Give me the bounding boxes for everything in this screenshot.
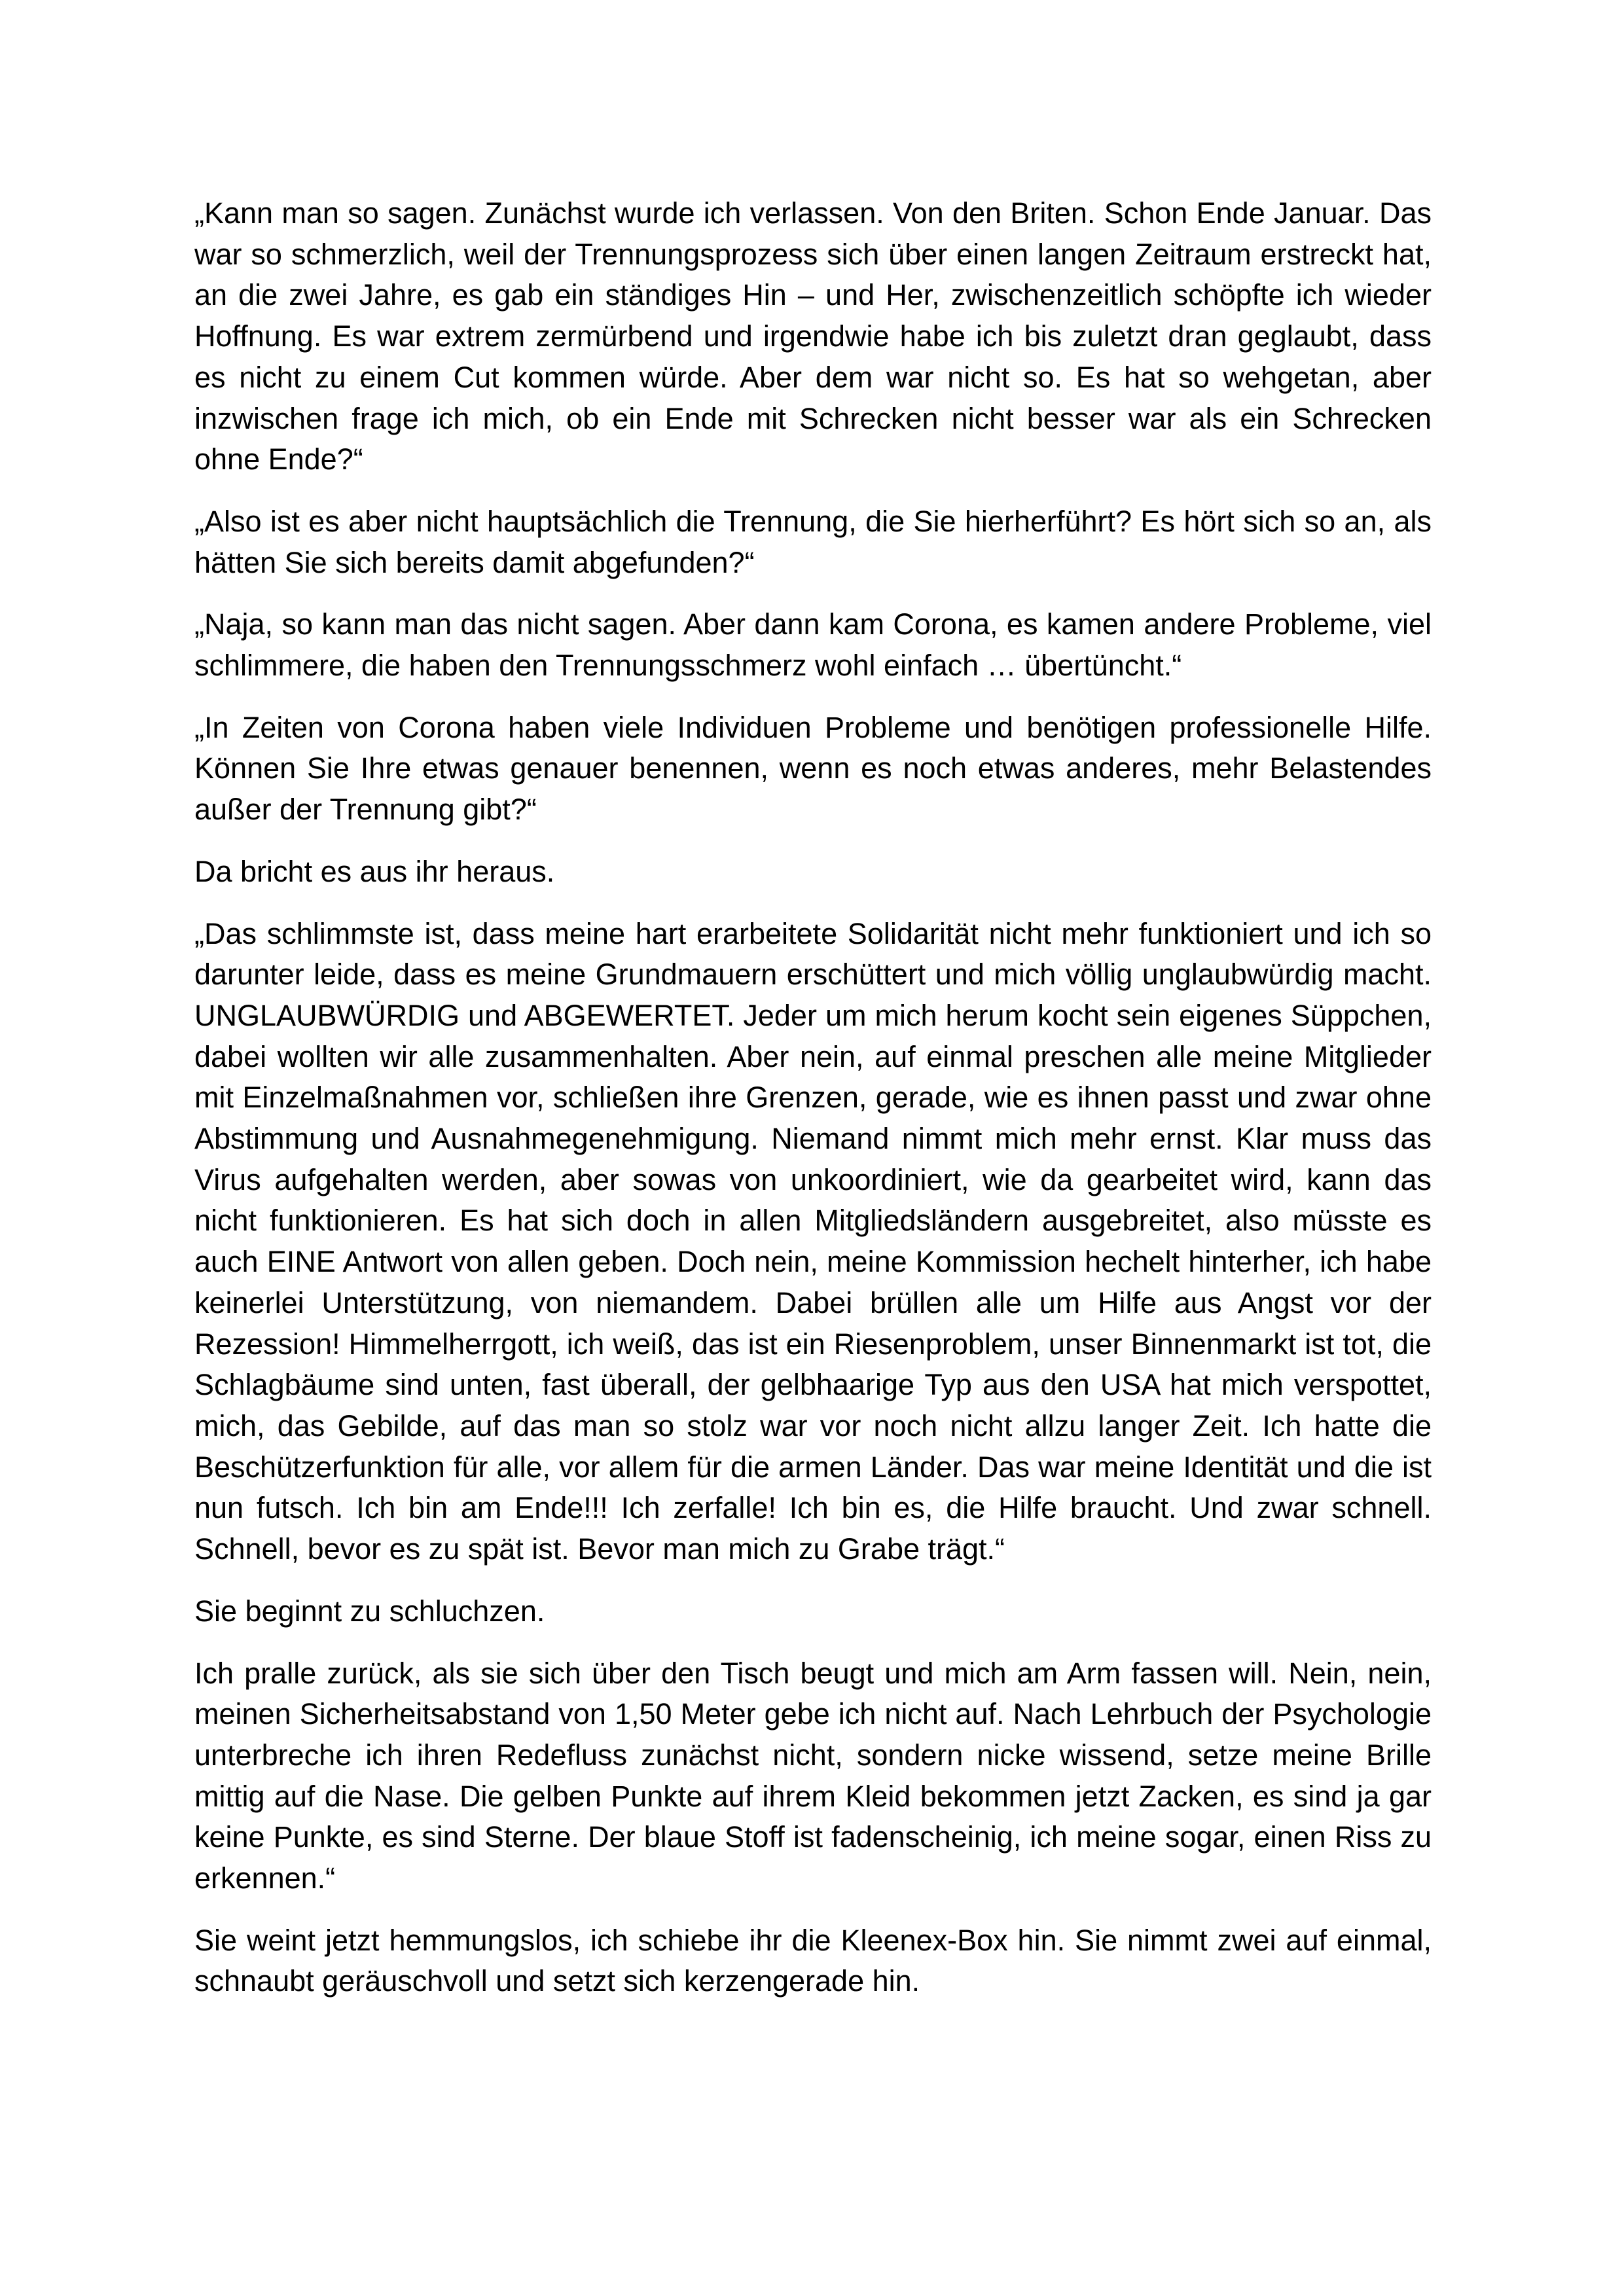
paragraph: „Kann man so sagen. Zunächst wurde ich verlassen. Von den Briten. Schon Ende Januar. Das war so schmerzlich, weil der Trennungsprozess sich über einen langen Zeitraum erstreckt hat, an die zwei Jahre, es gab ein ständiges Hin – und Her, zwischenzeitlich schöpfte ich wieder Hoffnung. Es war extrem zermürbend und irgendwie habe ich bis zuletzt dran geglaubt, dass es nicht zu einem Cut kommen würde. Aber dem war nicht so. Es hat so wehgetan, aber inzwischen frage ich mich, ob ein Ende mit Schrecken nicht besser war als ein Schrecken ohne Ende?“ bbox=[194, 196, 1432, 476]
paragraph: Sie beginnt zu schluchzen. bbox=[194, 1594, 545, 1628]
paragraph: Da bricht es aus ihr heraus. bbox=[194, 854, 555, 888]
paragraph: „Also ist es aber nicht hauptsächlich die Trennung, die Sie hierherführt? Es hört sich so an, als hätten Sie sich bereits damit abgefunden?“ bbox=[194, 504, 1432, 579]
paragraph: Sie weint jetzt hemmungslos, ich schiebe ihr die Kleenex-Box hin. Sie nimmt zwei auf einmal, schnaubt geräuschvoll und setzt sich kerzengerade hin. bbox=[194, 1923, 1432, 1998]
paragraph: „Naja, so kann man das nicht sagen. Aber dann kam Corona, es kamen andere Probleme, viel schlimmere, die haben den Trennungsschmerz wohl einfach … übertüncht.“ bbox=[194, 607, 1432, 683]
paragraph: „In Zeiten von Corona haben viele Individuen Probleme und benötigen professionelle Hilfe. Können Sie Ihre etwas genauer benennen, wenn es noch etwas anderes, mehr Belastendes außer der Trennung gibt?“ bbox=[194, 710, 1432, 827]
paragraph: Ich pralle zurück, als sie sich über den Tisch beugt und mich am Arm fassen will. Nein, nein, meinen Sicherheitsabstand von 1,50 Meter gebe ich nicht auf. Nach Lehrbuch der Psychologie unterbreche ich ihren Redefluss zunächst nicht, sondern nicke wissend, setze meine Brille mittig auf die Nase. Die gelben Punkte auf ihrem Kleid bekommen jetzt Zacken, es sind ja gar keine Punkte, es sind Sterne. Der blaue Stoff ist fadenscheinig, ich meine sogar, einen Riss zu erkennen.“ bbox=[194, 1656, 1432, 1895]
document-body bbox=[194, 193, 1432, 2023]
paragraph: „Das schlimmste ist, dass meine hart erarbeitete Solidarität nicht mehr funktioniert und ich so darunter leide, dass es meine Grundmauern erschüttert und mich völlig unglaubwürdig macht. UNGLAUBWÜRDIG und ABGEWERTET. Jeder um mich herum kocht sein eigenes Süppchen, dabei wollten wir alle zusammenhalten. Aber nein, auf einmal preschen alle meine Mitglieder mit Einzelmaßnahmen vor, schließen ihre Grenzen, gerade, wie es ihnen passt und zwar ohne Abstimmung und Ausnahmegenehmigung. Niemand nimmt mich mehr ernst. Klar muss das Virus aufgehalten werden, aber sowas von unkoordiniert, wie da gearbeitet wird, kann das nicht funktionieren. Es hat sich doch in allen Mitgliedsländern ausgebreitet, also müsste es auch EINE Antwort von allen geben. Doch nein, meine Kommission hechelt hinterher, ich habe keinerlei Unterstützung, von niemandem. Dabei brüllen alle um Hilfe aus Angst vor der Rezession! Himmelherrgott, ich weiß, das ist ein Riesenproblem, unser Binnenmarkt ist tot, die Schlagbäume sind unten, fast überall, der gelbhaarige Typ aus den USA hat mich verspottet, mich, das Gebilde, auf das man so stolz war vor noch nicht allzu langer Zeit. Ich hatte die Beschützerfunktion für alle, vor allem für die armen Länder. Das war meine Identität und die ist nun futsch. Ich bin am Ende!!! Ich zerfalle! Ich bin es, die Hilfe braucht. Und zwar schnell. Schnell, bevor es zu spät ist. Bevor man mich zu Grabe trägt.“ bbox=[194, 916, 1432, 1566]
